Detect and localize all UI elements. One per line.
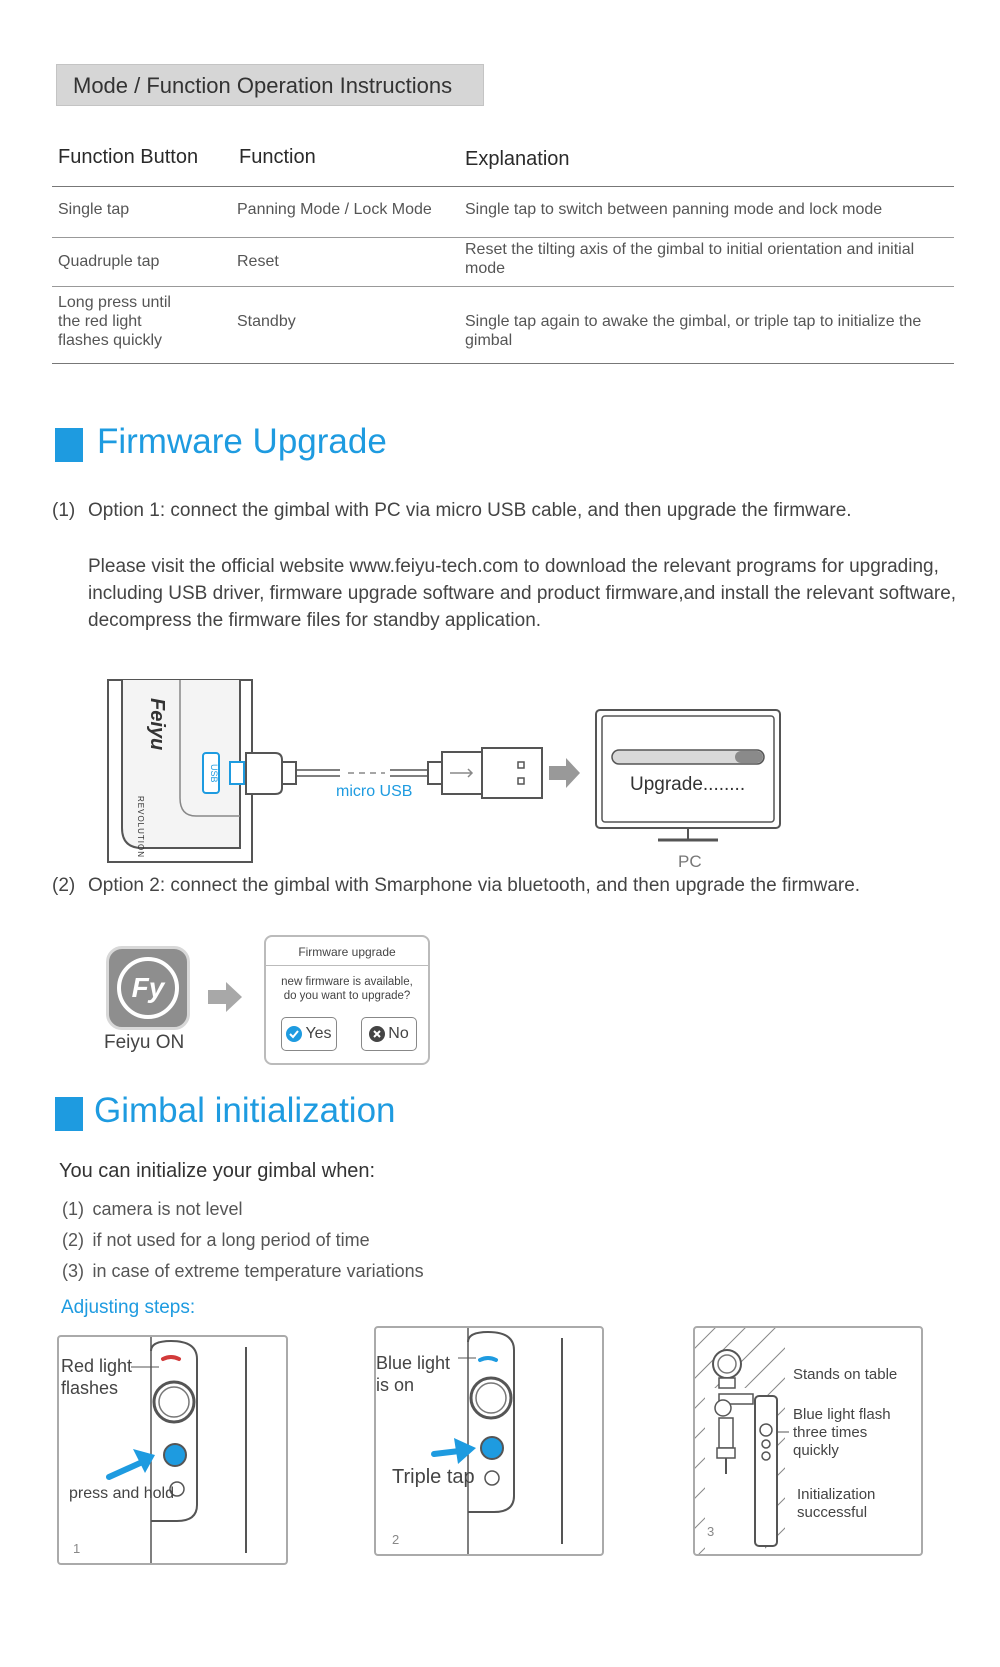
option1-text: Option 1: connect the gimbal with PC via micro USB cable, and then upgrade the firmware. bbox=[88, 500, 852, 521]
column-header-button: Function Button bbox=[58, 146, 199, 168]
step-1-panel bbox=[57, 1335, 288, 1565]
adjusting-steps-label: Adjusting steps: bbox=[61, 1297, 196, 1318]
arrow-right-icon bbox=[208, 982, 242, 1012]
table-divider bbox=[52, 363, 954, 364]
app-icon-logo: Fy bbox=[117, 957, 179, 1019]
micro-usb-label: micro USB bbox=[336, 783, 413, 800]
check-icon bbox=[286, 1026, 302, 1042]
app-name: Feiyu ON bbox=[104, 1032, 185, 1053]
list-item bbox=[62, 1199, 243, 1220]
condition-number: (2) bbox=[62, 1230, 84, 1250]
dialog-title: Firmware upgrade bbox=[298, 945, 396, 959]
column-header-explanation: Explanation bbox=[465, 148, 570, 170]
no-button[interactable] bbox=[361, 1017, 417, 1051]
close-icon bbox=[369, 1026, 385, 1042]
firmware-upgrade-dialog bbox=[264, 935, 430, 1065]
list-item bbox=[62, 1261, 424, 1282]
pc-label: PC bbox=[678, 852, 702, 871]
condition-number: (3) bbox=[62, 1261, 84, 1281]
condition-number: (1) bbox=[62, 1199, 84, 1219]
section-title-mode: Mode / Function Operation Instructions bbox=[56, 64, 484, 106]
table-divider bbox=[52, 286, 954, 287]
dialog-message: new firmware is available, do you want to upgrade? bbox=[281, 976, 413, 1002]
condition-text: camera is not level bbox=[92, 1199, 243, 1219]
step-3-label-stands: Stands on table bbox=[793, 1366, 898, 1383]
cell-explanation: Single tap again to awake the gimbal, or triple tap to initialize the gimbal bbox=[465, 313, 922, 349]
column-header-function: Function bbox=[239, 146, 316, 168]
list-item bbox=[62, 1230, 370, 1251]
yes-button[interactable] bbox=[281, 1017, 337, 1051]
cell-function: Reset bbox=[237, 253, 279, 270]
table-divider bbox=[52, 186, 954, 187]
dialog-divider bbox=[266, 965, 428, 966]
firmware-instructions: Please visit the official website www.feiyu-tech.com to download the relevant programs for upgrading, including USB driver, firmware upgrade software and product firmware,and install the relevant software, decompress the firmware files for standby application. bbox=[88, 556, 957, 631]
usb-upgrade-diagram bbox=[100, 678, 800, 878]
yes-button-label: Yes bbox=[305, 1025, 332, 1042]
step-3-label-success: Initialization successful bbox=[797, 1486, 876, 1521]
feiyu-logo-subtitle: REVOLUTION bbox=[136, 796, 145, 859]
table-divider bbox=[52, 237, 954, 238]
cell-button: Long press until the red light flashes quickly bbox=[58, 294, 171, 349]
step-3-panel bbox=[693, 1326, 923, 1556]
section-title-gimbal-init: Gimbal initialization bbox=[94, 1091, 396, 1130]
cell-explanation: Single tap to switch between panning mode and lock mode bbox=[465, 201, 883, 218]
step-2-panel bbox=[374, 1326, 604, 1556]
feiyu-on-app-icon bbox=[106, 946, 190, 1030]
step-1-action: press and hold bbox=[69, 1485, 174, 1502]
cell-button: Quadruple tap bbox=[58, 253, 160, 270]
cell-button: Single tap bbox=[58, 201, 130, 218]
condition-text: in case of extreme temperature variations bbox=[92, 1261, 424, 1281]
cell-function: Panning Mode / Lock Mode bbox=[237, 201, 432, 218]
option2-number: (2) bbox=[52, 875, 76, 896]
feiyu-logo: Feiyu bbox=[146, 698, 168, 751]
init-intro: You can initialize your gimbal when: bbox=[59, 1160, 376, 1182]
section-marker bbox=[55, 1097, 83, 1131]
option2-text: Option 2: connect the gimbal with Smarphone via bluetooth, and then upgrade the firmware. bbox=[88, 875, 861, 896]
cell-function: Standby bbox=[237, 313, 296, 330]
step-2-action: Triple tap bbox=[392, 1466, 475, 1488]
step-3-number: 3 bbox=[707, 1524, 715, 1539]
cell-explanation: Reset the tilting axis of the gimbal to initial orientation and initial mode bbox=[465, 241, 915, 277]
upgrade-progress-text: Upgrade........ bbox=[630, 774, 746, 795]
section-marker bbox=[55, 428, 83, 462]
step-2-number: 2 bbox=[392, 1532, 400, 1547]
no-button-label: No bbox=[388, 1025, 409, 1042]
condition-text: if not used for a long period of time bbox=[92, 1230, 370, 1250]
section-title-firmware: Firmware Upgrade bbox=[97, 422, 387, 461]
step-3-label-blue-flash: Blue light flash three times quickly bbox=[793, 1406, 891, 1459]
step-2-label: Blue light is on bbox=[376, 1353, 451, 1395]
usb-badge: USB bbox=[209, 763, 219, 783]
step-1-number: 1 bbox=[73, 1541, 81, 1556]
step-1-label: Red light flashes bbox=[61, 1356, 133, 1398]
option1-number: (1) bbox=[52, 500, 76, 521]
